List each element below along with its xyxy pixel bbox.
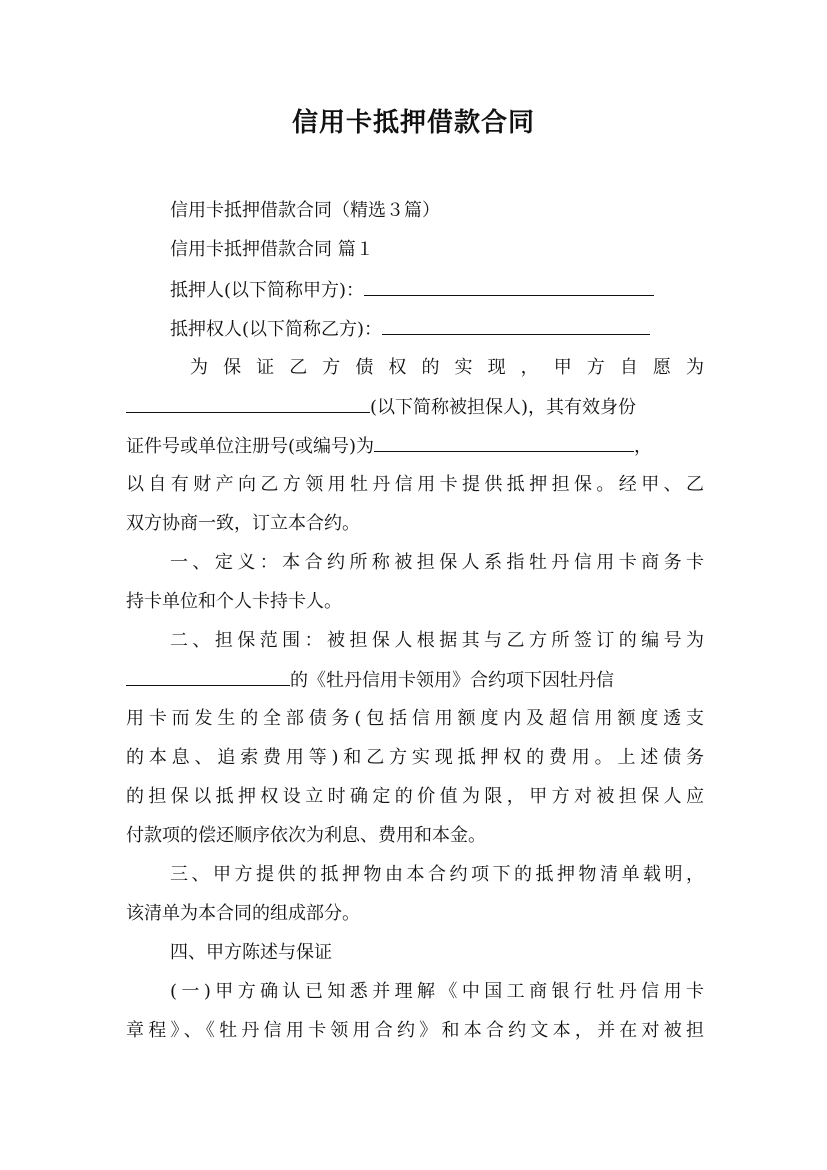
- mortgagor-blank: [364, 275, 654, 296]
- mortgagee-label: 抵押权人(以下简称乙方)：: [170, 319, 383, 340]
- sec3-line-2: 该清单为本合同的组成部分。: [126, 903, 360, 924]
- sec2-line-4: 的本息、追索费用等)和乙方实现抵押权的费用。上述债务: [126, 747, 704, 768]
- guaranteed-party-blank: [126, 392, 370, 413]
- sec2-line-1: 二、担保范围：被担保人根据其与乙方所签订的编号为: [170, 630, 704, 651]
- intro-line-1: 为保证乙方债权的实现，甲方自愿为: [190, 357, 704, 378]
- contract-number-blank: [126, 665, 290, 686]
- subtitle-part: 信用卡抵押借款合同 篇１: [170, 239, 374, 260]
- mortgagor-label: 抵押人(以下简称甲方)：: [170, 280, 365, 301]
- sec2-line-6: 付款项的偿还顺序依次为利息、费用和本金。: [126, 825, 486, 846]
- sec2-line-2: [126, 665, 704, 695]
- sec4-heading: 四、甲方陈述与保证: [170, 942, 332, 963]
- document-title: 信用卡抵押借款合同: [291, 108, 535, 138]
- intro-line-2: [126, 392, 704, 422]
- intro-line-4: 以自有财产向乙方领用牡丹信用卡提供抵押担保。经甲、乙: [126, 474, 704, 495]
- intro-line-3: [126, 431, 704, 461]
- intro-line-5: 双方协商一致，订立本合约。: [126, 513, 360, 534]
- mortgagor-line: [170, 275, 704, 305]
- subtitle-collection: 信用卡抵押借款合同（精选３篇）: [170, 200, 440, 221]
- intro-line-3-text: 证件号或单位注册号(或编号)为: [126, 436, 375, 457]
- sec4-line-2: 章程》、《牡丹信用卡领用合约》和本合约文本，并在对被担: [126, 1020, 704, 1041]
- sec2-line-5: 的担保以抵押权设立时确定的价值为限，甲方对被担保人应: [126, 786, 704, 807]
- mortgagee-line: [170, 314, 704, 344]
- sec1-line-1: 一、定义：本合约所称被担保人系指牡丹信用卡商务卡: [170, 552, 704, 573]
- intro-line-3-end: ，: [634, 436, 653, 457]
- mortgagee-blank: [382, 314, 650, 335]
- intro-line-2-text: (以下简称被担保人)，其有效身份: [370, 397, 637, 418]
- id-number-blank: [374, 431, 634, 452]
- sec2-line-2-text: 的《牡丹信用卡领用》合约项下因牡丹信: [290, 670, 614, 691]
- sec3-line-1: 三、甲方提供的抵押物由本合约项下的抵押物清单载明，: [170, 864, 704, 885]
- sec1-line-2: 持卡单位和个人卡持卡人。: [126, 591, 342, 612]
- sec2-line-3: 用卡而发生的全部债务(包括信用额度内及超信用额度透支: [126, 708, 704, 729]
- sec4-line-1: (一)甲方确认已知悉并理解《中国工商银行牡丹信用卡: [170, 981, 704, 1002]
